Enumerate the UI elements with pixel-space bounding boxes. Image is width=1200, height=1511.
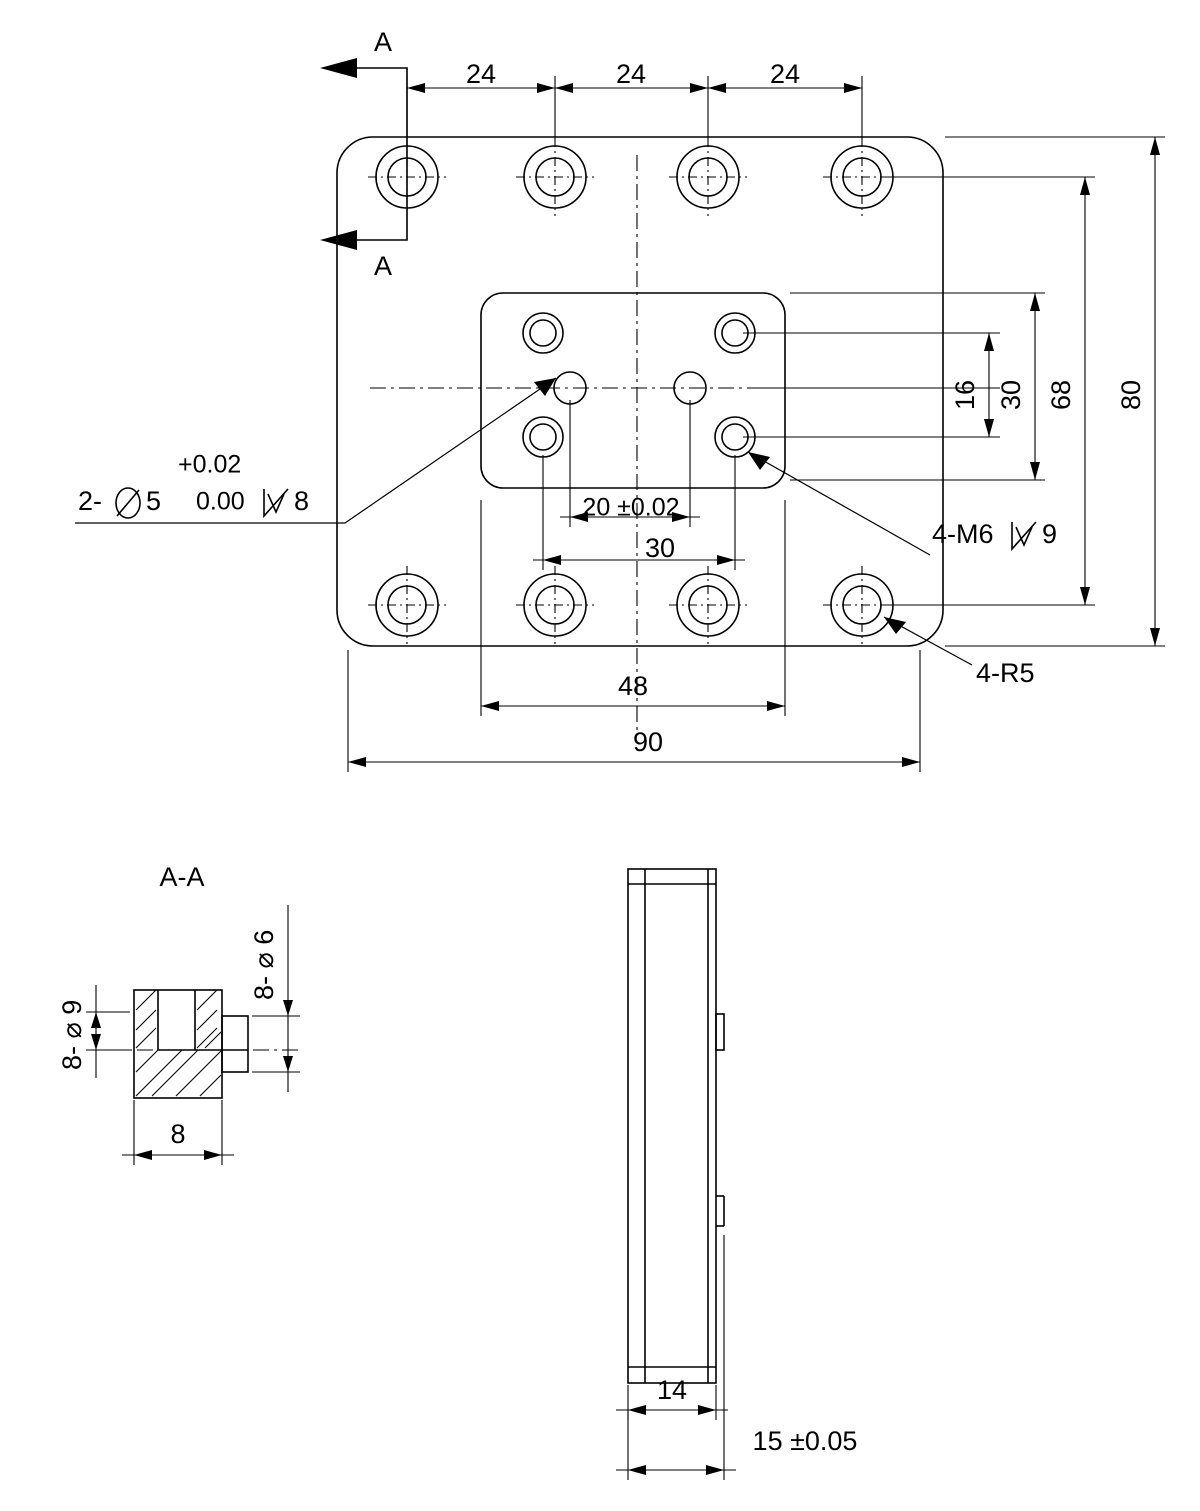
section-mark-bottom-label: A	[373, 251, 393, 282]
section-view-a-a	[57, 862, 300, 1165]
dim-height-68: 68	[1046, 379, 1077, 411]
dim-width-90: 90	[632, 727, 664, 758]
callout-dowel-tol-upper: +0.02	[178, 450, 242, 479]
callout-thread-text: 4-M6	[932, 519, 994, 550]
dim-section-width-8	[122, 1100, 234, 1165]
dim-vertical-group	[743, 137, 1165, 646]
dim-height-80: 80	[1116, 379, 1147, 411]
section-mark-top-label: A	[373, 27, 393, 58]
callout-thread-m6	[748, 452, 1057, 555]
dim-width-20: 20 ±0.02	[582, 493, 680, 522]
callout-dowel-depth: 8	[294, 486, 310, 517]
callout-through-hole: 8- ⌀ 6	[249, 929, 280, 1000]
callout-thread-depth: 9	[1042, 519, 1058, 550]
callout-dowel-tol-lower: 0.00	[196, 487, 245, 516]
section-view-label: A-A	[159, 862, 205, 893]
dim-side-width-14	[616, 1375, 728, 1420]
counterbore-hole	[516, 566, 594, 644]
dim-pitch-1: 24	[465, 59, 497, 90]
callout-radius-r5	[884, 617, 1035, 688]
callout-dowel-prefix: 2-	[78, 486, 103, 517]
dim-counterbore-9	[57, 985, 130, 1078]
top-view-plate-outline	[337, 137, 943, 646]
dim-side-width-14-label: 14	[656, 1375, 688, 1406]
counterbore-hole	[368, 566, 446, 644]
dim-pitch-chain	[407, 59, 862, 138]
dim-width-48: 48	[617, 671, 649, 702]
callout-counterbore-prefix: 8- ⌀ 9	[57, 999, 88, 1070]
section-mark-top	[320, 27, 407, 115]
diameter-symbol-icon	[116, 488, 140, 518]
section-hatch-lower	[136, 1050, 221, 1096]
dim-height-16: 16	[950, 379, 981, 411]
counterbore-hole	[669, 138, 747, 216]
dim-side-width-15	[616, 1235, 857, 1480]
dim-horizontal-group	[348, 400, 920, 772]
tapped-hole-m6	[523, 417, 563, 457]
counterbore-hole	[669, 566, 747, 644]
depth-symbol-icon	[264, 489, 288, 516]
tapped-hole-group	[523, 313, 755, 457]
section-mark-bottom	[320, 115, 407, 281]
callout-radius-text: 4-R5	[976, 658, 1035, 689]
callout-dowel-hole	[75, 378, 556, 523]
dim-through-hole-6	[249, 905, 300, 1092]
side-view	[616, 869, 857, 1480]
dim-section-width-8-label: 8	[170, 1119, 186, 1150]
dim-pitch-2: 24	[615, 59, 647, 90]
counterbore-hole	[516, 138, 594, 216]
callout-dowel-diameter: 5	[146, 486, 162, 517]
counterbore-hole-group	[368, 138, 901, 644]
section-hatch-upper	[136, 990, 221, 1048]
tapped-hole-m6	[523, 313, 563, 353]
dim-pitch-3: 24	[769, 59, 801, 90]
dim-width-30: 30	[644, 533, 676, 564]
dim-height-30: 30	[996, 379, 1027, 411]
dim-side-width-15-label: 15 ±0.05	[752, 1426, 858, 1457]
depth-symbol-icon	[1012, 522, 1036, 549]
